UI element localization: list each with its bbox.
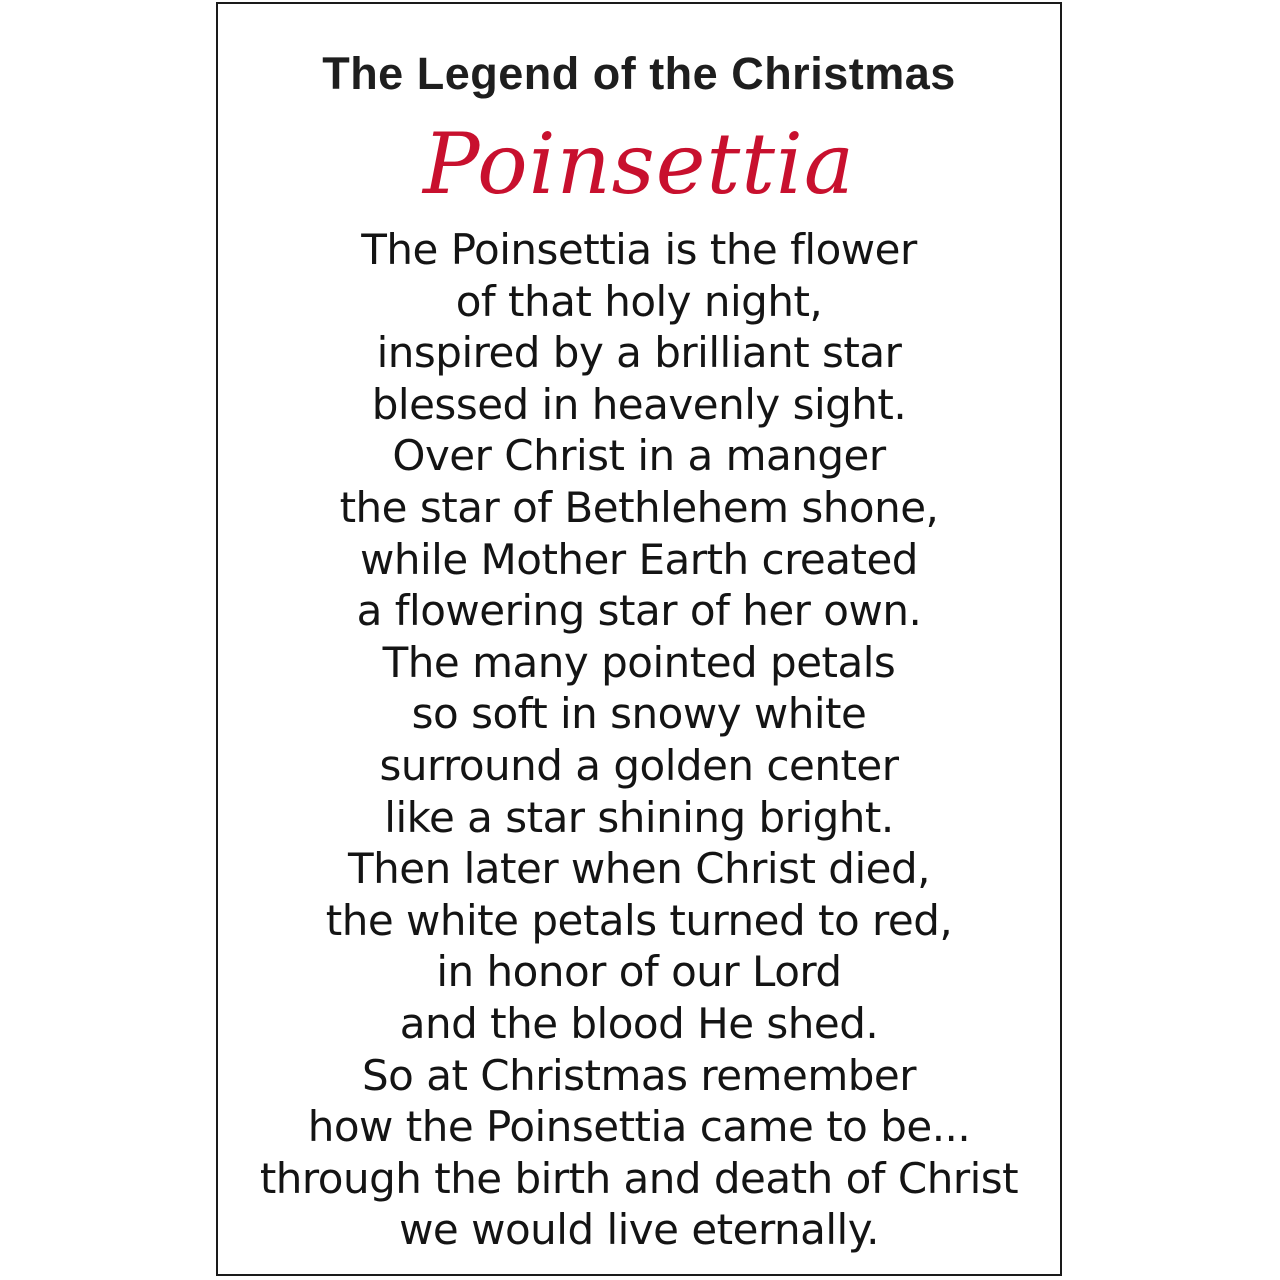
poem-line: and the blood He shed. (399, 998, 879, 1048)
poem-line: Then later when Christ died, (348, 844, 930, 894)
poem-line: like a star shining bright. (384, 792, 894, 842)
poem-line: the white petals turned to red, (325, 895, 953, 945)
poem-line: how the Poinsettia came to be... (307, 1102, 971, 1152)
poem-line: while Mother Earth created (360, 534, 918, 584)
poem-line: of that holy night, (455, 276, 823, 326)
poem-line: blessed in heavenly sight. (371, 379, 907, 429)
poem-line: in honor of our Lord (436, 947, 842, 997)
poem-line: The many pointed petals (382, 637, 896, 687)
card-heading: The Legend of the Christmas (322, 48, 956, 99)
poem-line: inspired by a brilliant star (376, 328, 902, 378)
poem-line: The Poinsettia is the flower (361, 225, 917, 274)
poem-line: the star of Bethlehem shone, (339, 482, 939, 532)
card-title: Poinsettia (423, 115, 855, 213)
poem-line: so soft in snowy white (411, 689, 867, 739)
poem-line: we would live eternally. (399, 1205, 879, 1255)
poem-line: surround a golden center (379, 740, 899, 790)
poem-text (218, 224, 1060, 1256)
poem-line: Over Christ in a manger (392, 431, 886, 481)
poem-line: So at Christmas remember (362, 1050, 916, 1100)
poem-line: through the birth and death of Christ (259, 1153, 1019, 1203)
prayer-card (216, 2, 1062, 1276)
poem-line: a flowering star of her own. (356, 586, 922, 636)
